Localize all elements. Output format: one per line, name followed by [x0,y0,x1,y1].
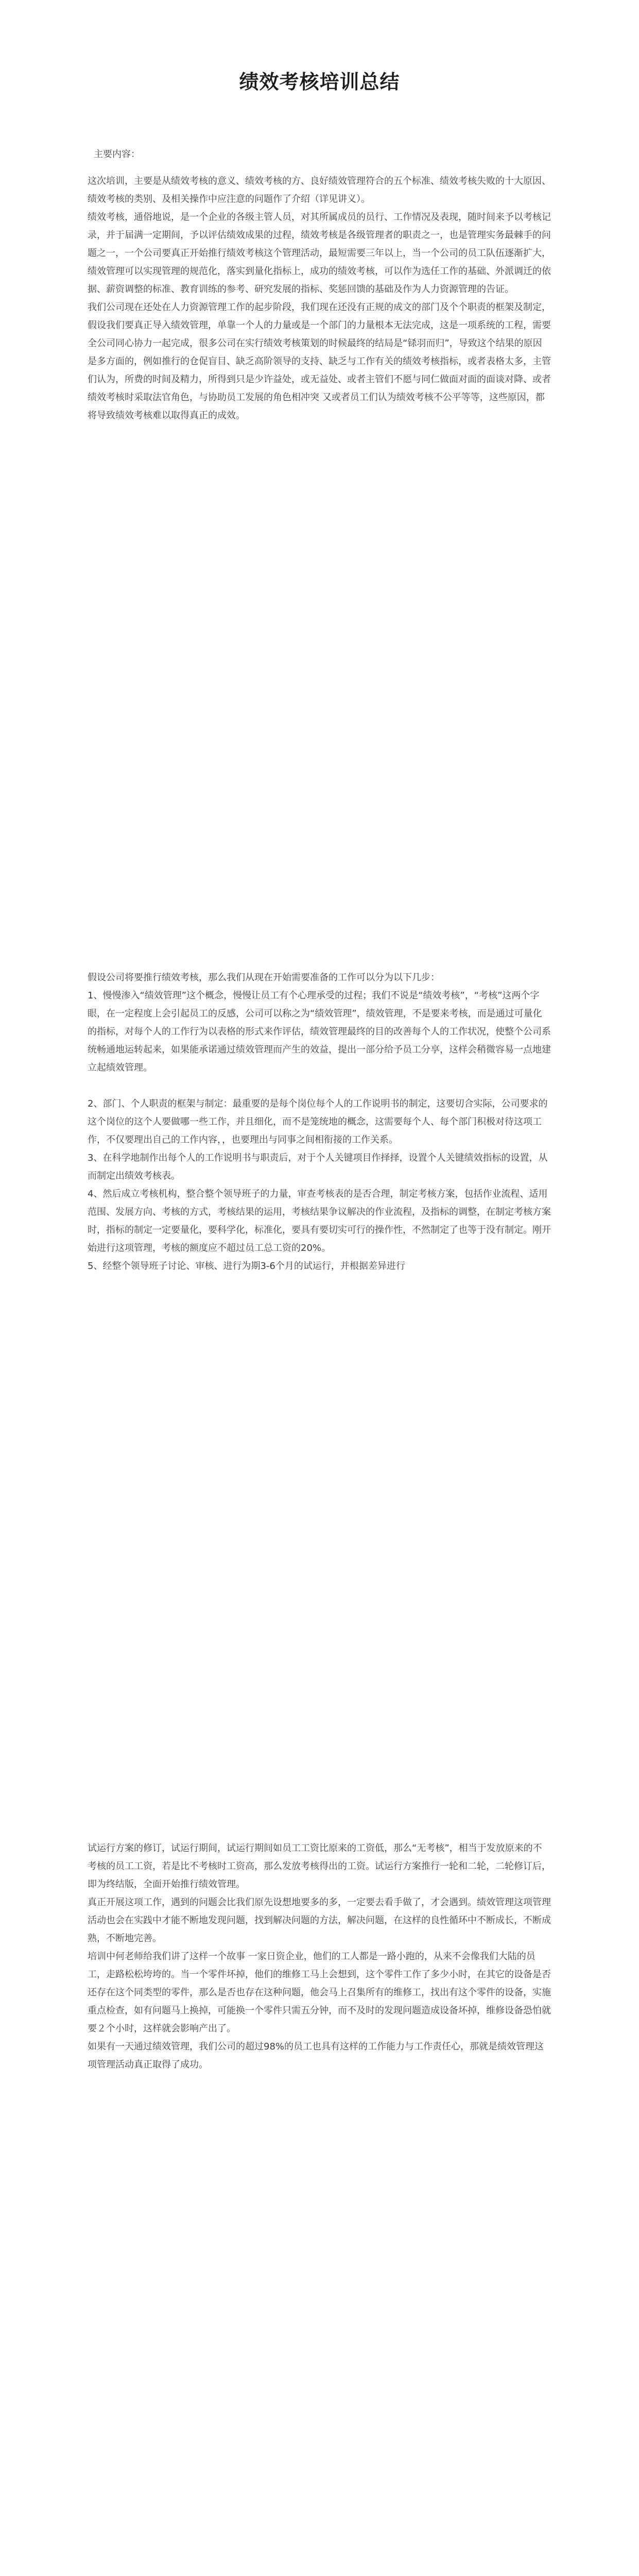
section-2 [88,969,551,1275]
paragraph: 4、然后成立考核机构，整合整个领导班子的力量，审查考核表的是否合理，制定考核方案，包括作业流程、适用范围、发展方向、考核的方式，考核结果的运用，考核结果争议解决的作业流程，及指标的调整，在制定考核方案时，指标的制定一定要量化，要科学化，标准化，要具有要切实可行的操作性，不然制定了也等于没有制定。刚开始进行这项管理，考核的额度应不超过员工总工资的20%。 [88,1189,551,1253]
paragraph: 真正开展这项工作，遇到的问题会比我们原先设想地要多的多，一定要去看手做了，才会遇到。绩效管理这项管理活动也会在实践中才能不断地发现问题，找到解决问题的方法，解决问题，在这样的良性循环中不断成长，不断成熟，不断地完善。 [88,1897,551,1944]
paragraph: 2、部门、个人职责的框架与制定：最重要的是每个岗位每个人的工作说明书的制定，这要切合实际，公司要求的这个岗位的这个人要做哪一些工作，并且细化，而不是笼统地的概念，这需要每个人、每个部门积极对待这项工作，不仅要理出自己的工作内容，，也要理出与同事之间相衔接的工作关系。 [88,1098,548,1145]
section-1 [88,145,551,425]
paragraph: 假设公司将要推行绩效考核，那么我们从现在开始需要准备的工作可以分为以下几步： [88,972,440,983]
content-heading: 主要内容： [94,149,140,160]
section-3 [88,1839,551,2074]
paragraph: 1、慢慢渗入“绩效管理”这个概念，慢慢让员工有个心理承受的过程；我们不说是“绩效考核”，“考核”这两个字眼，在一定程度上会引起员工的反感，公司可以称之为“绩效管理”，绩效管理，不是要来考核，而是通过可量化的指标，对每个人的工作行为以表格的形式来作评估，绩效管理最终的目的改善每个人的工作状况，使整个公司系统畅通地运转起来，如果能承诺通过绩效管理而产生的效益，提出一部分给予员工分享，这样会稍微容易一点地建立起绩效管理。 [88,990,551,1073]
paragraph: 5、经整个领导班子讨论、审核、进行为期3-6个月的试运行，并根据差异进行 [88,1261,405,1272]
paragraph: 这次培训，主要是从绩效考核的意义、绩效考核的方、良好绩效管理符合的五个标准、绩效考核失败的十大原因、绩效考核的类别、及相关操作中应注意的问题作了介绍（详见讲义）。 [88,176,551,205]
blank-line [88,1077,551,1095]
page-title: 绩效考核培训总结 [239,70,400,93]
paragraph: 如果有一天通过绩效管理，我们公司的超过98%的员工也具有这样的工作能力与工作责任心，那就是绩效管理这项管理活动真正取得了成功。 [88,2041,544,2070]
paragraph: 我们公司现在还处在人力资源管理工作的起步阶段，我们现在还没有正规的成文的部门及个个职责的框架及制定，假设我们要真正导入绩效管理，单靠一个人的力量或是一个部门的力量根本无法完成，这是一项系统的工程，需要全公司同心协力一起完成，很多公司在实行绩效考核策划的时候最终的结局是“铩羽而归”，导致这个结果的原因是多方面的，例如推行的仓促盲目、缺乏高阶领导的支持、缺乏与工作有关的绩效考核指标，或者表格太多，主管们认为，所费的时间及精力，所得到只是少许益处，或无益处、或者主管们不愿与同仁做面对面的面谈对降、或者绩效考核时采取法官角色，与协助员工发展的角色相冲突 又或者员工们认为绩效考核不公平等等，这些原因，都将导致绩效考核难以取得真正的成效。 [88,302,551,421]
paragraph: 试运行方案的修订，试运行期间，试运行期间如员工工资比原来的工资低，那么“无考核”，相当于发放原来的不考核的员工工资，若是比不考核时工资高，那么发放考核得出的工资。试运行方案推行一轮和二轮，二轮修订后，即为终结版，全面开始推行绩效管理。 [88,1843,551,1890]
paragraph: 3、在科学地制作出每个人的工作说明书与职责后，对于个人关键项目作择择，设置个人关键绩效指标的设置，从而制定出绩效考核表。 [88,1153,548,1181]
paragraph: 绩效考核，通俗地说，是一个企业的各级主管人员，对其所属成员的员行、工作情况及表现，随时间来予以考核记录，并于届满一定期间，予以评估绩效成果的过程，绩效考核是各级管理者的职责之一，也是管理实务最棘手的问题之一，一个公司要真正开始推行绩效考核这个管理活动，最短需要三年以上，当一个公司的员工队伍逐渐扩大，绩效管理可以实现管理的规范化，落实到量化指标上，成功的绩效考核，可以作为选任工作的基础、外派调迁的依据、薪资调整的标准、教育训练的参考、研究发展的指标、奖惩回馈的基础及作为人力资源管理的告证。 [88,212,551,295]
paragraph: 培训中何老师给我们讲了这样一个故事 一家日资企业，他们的工人都是一路小跑的，从来不会像我们大陆的员工，走路松松垮垮的。当一个零件坏掉，他们的维修工马上会想到，这个零件工作了多少小时，在其它的设备是否还存在这个同类型的零件，那么是否也存在这种问题，他会马上召集所有的维修工，找出有这个零件的设备，实施重点检查，如有问题马上换掉，可能换一个零件只需五分钟，而不及时的发现问题造成设备坏掉，维修设备恐怕就要２个小时，这样就会影响产出了。 [88,1951,551,2034]
